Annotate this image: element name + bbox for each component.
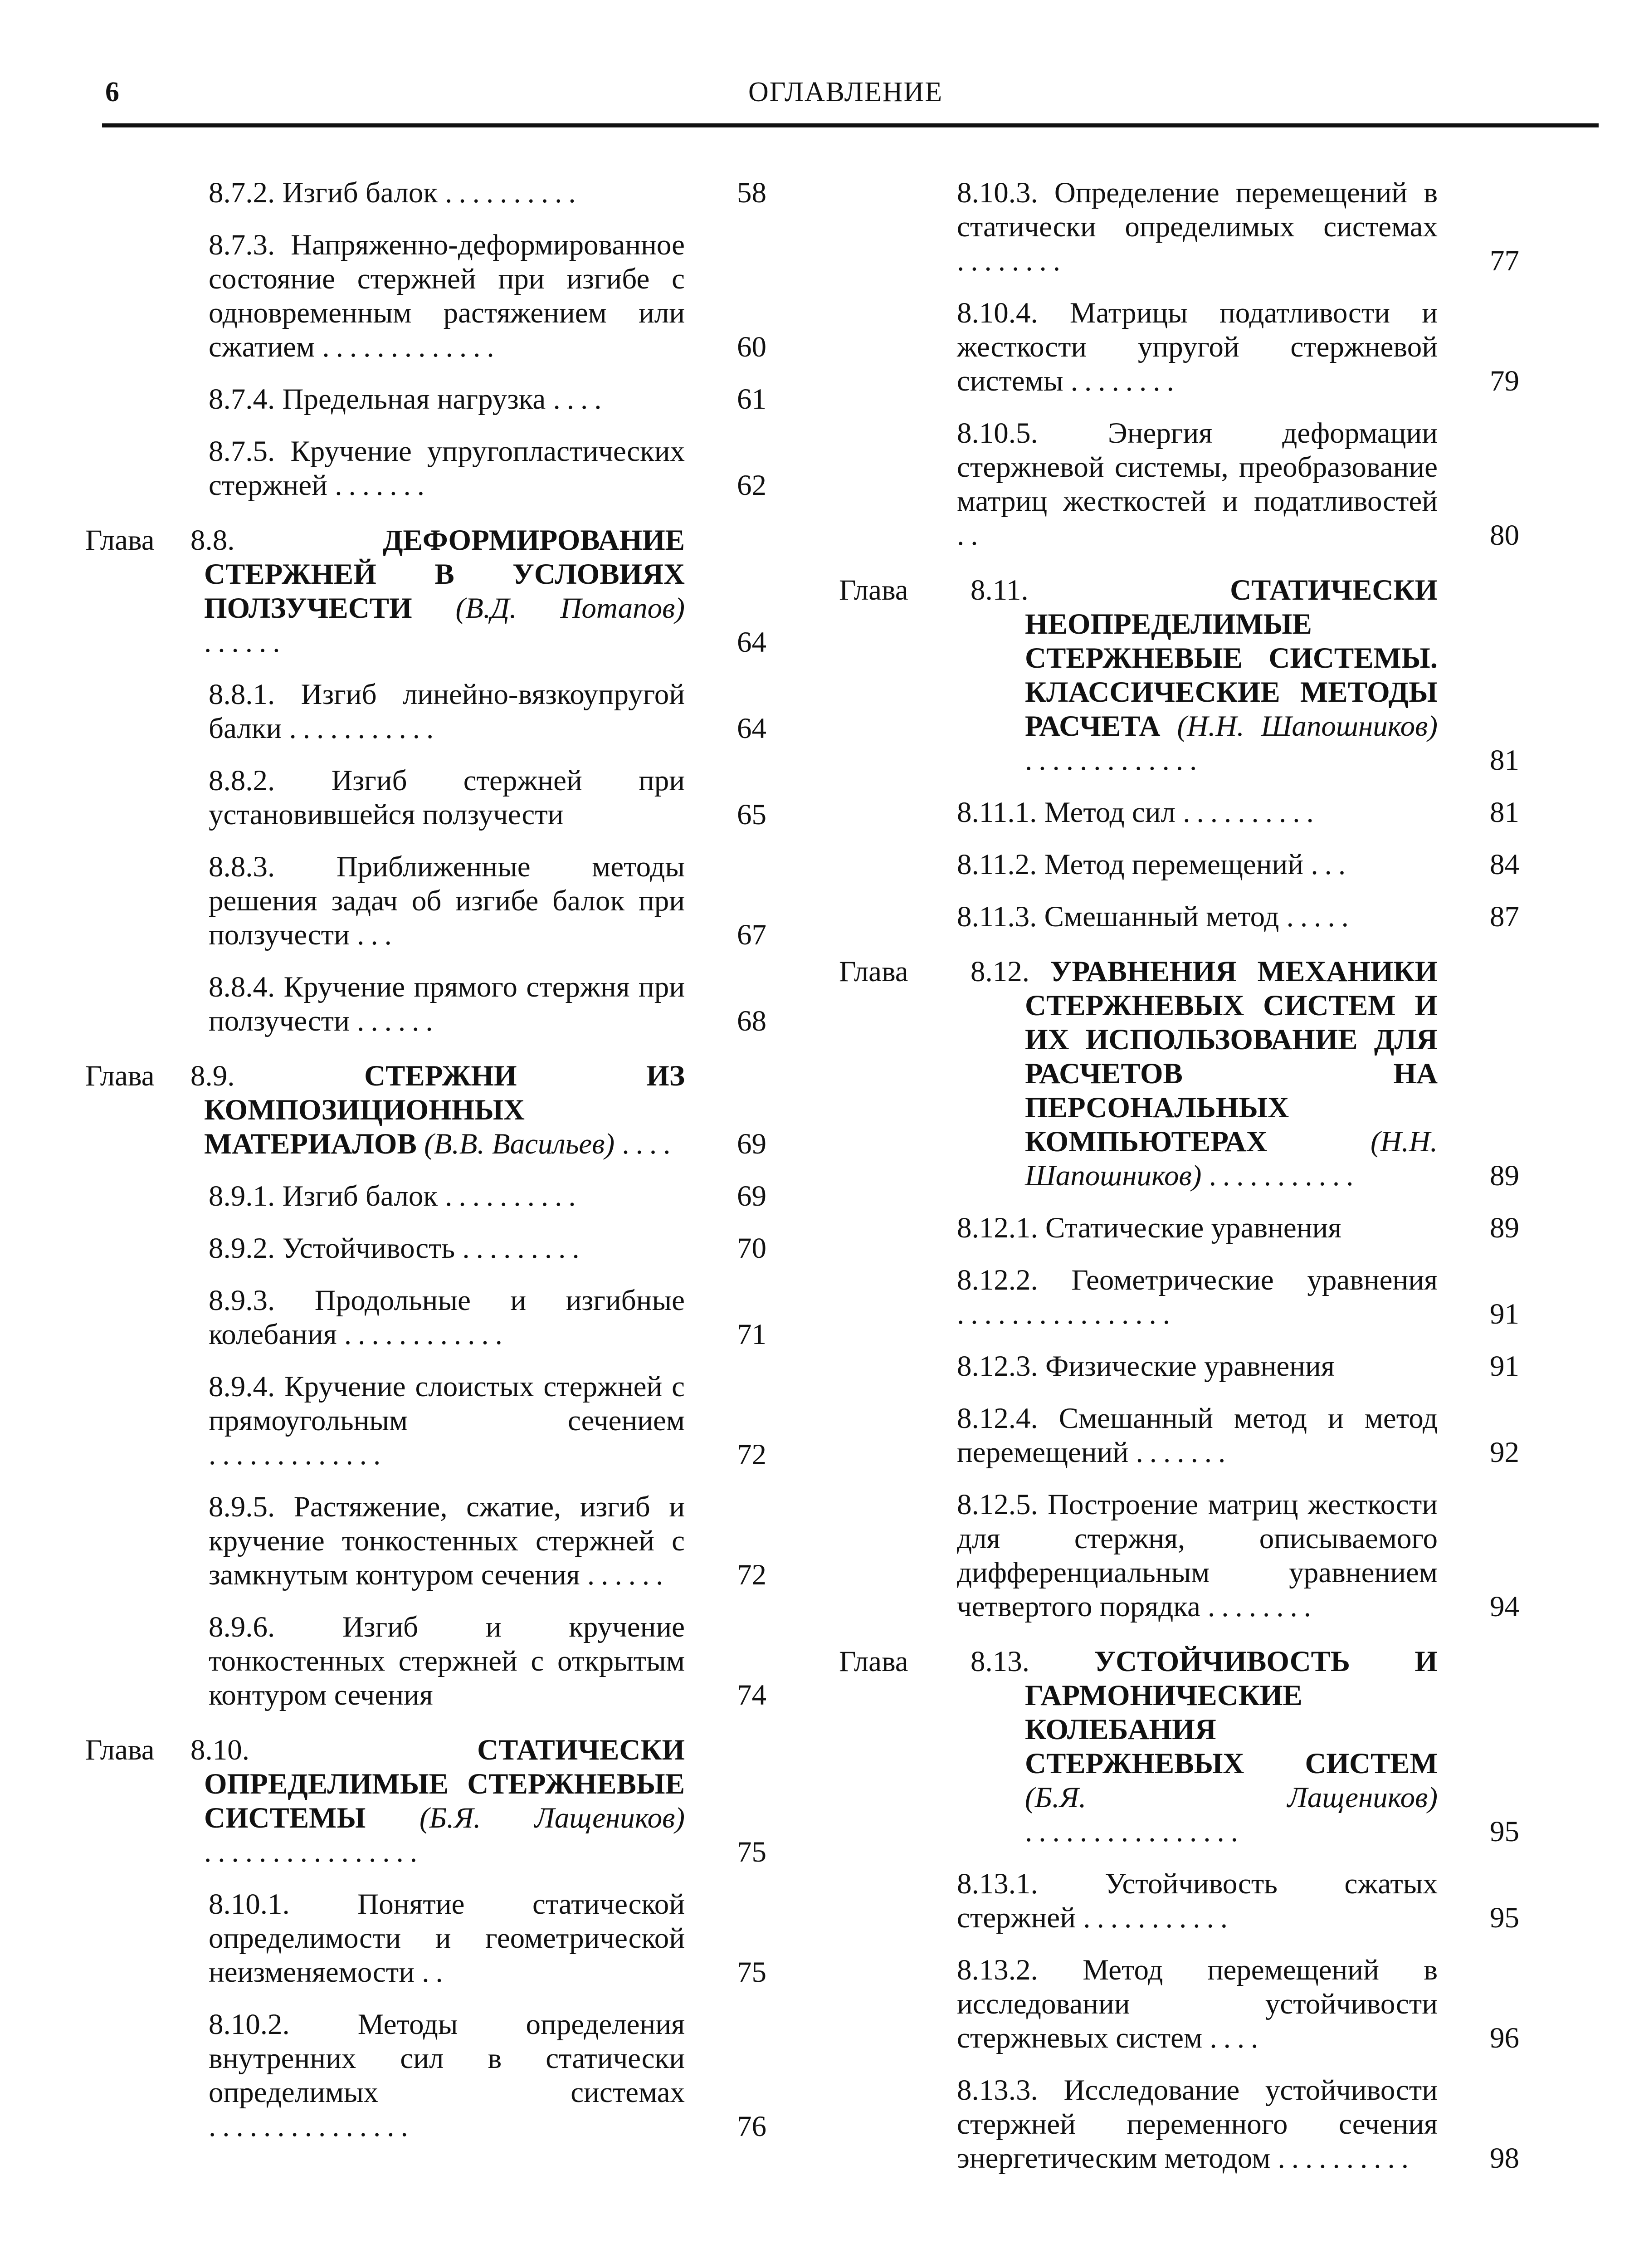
toc-right-column [839, 176, 1519, 2175]
page-ref: 65 [737, 798, 766, 831]
dot-leader: .......... [445, 1180, 582, 1212]
toc-section-entry[interactable] [844, 1211, 1519, 1245]
page-ref: 95 [1490, 1815, 1519, 1848]
dot-leader: ..... [1286, 900, 1355, 933]
dot-leader: ... [1311, 848, 1352, 881]
dot-leader: .... [1210, 2022, 1265, 2054]
dot-leader: ........... [289, 712, 440, 745]
dot-leader: .. [422, 1956, 449, 1989]
page-ref: 91 [1490, 1350, 1519, 1383]
section-title: Исследование устойчивости стержней переменного сечения энергетическим методом [957, 2074, 1438, 2175]
page-ref: 74 [737, 1679, 766, 1711]
dot-leader: .... [622, 1128, 677, 1160]
page-ref: 75 [737, 1956, 766, 1989]
section-number: 8.10. [190, 1734, 478, 1766]
section-number: 8.12.3. [957, 1350, 1045, 1383]
dot-leader: ........ [957, 244, 1067, 277]
section-number: 8.9.1. [209, 1180, 283, 1212]
dot-leader: ...... [204, 626, 287, 659]
toc-section-entry[interactable] [91, 1370, 766, 1472]
section-number: 8.8.3. [209, 850, 337, 883]
section-number: 8.8.2. [209, 764, 332, 797]
section-number: 8.9. [190, 1060, 365, 1092]
entry-text [957, 900, 1438, 934]
dot-leader: ....... [335, 469, 431, 502]
entry-text [957, 1867, 1438, 1935]
toc-section-entry[interactable] [844, 1349, 1519, 1383]
page-ref: 80 [1490, 519, 1519, 552]
toc-section-entry[interactable] [91, 228, 766, 364]
entry-text [190, 1059, 685, 1161]
section-number: 8.13.1. [957, 1867, 1105, 1900]
toc-section-entry[interactable] [844, 416, 1519, 552]
page-ref: 96 [1490, 2022, 1519, 2054]
section-number: 8.12.1. [957, 1212, 1045, 1244]
chapter-title: СТАТИЧЕСКИ НЕОПРЕДЕЛИМЫЕ СТЕРЖНЕВЫЕ СИСТЕМЫ. КЛАССИЧЕСКИЕ МЕТОДЫ РАСЧЕТА [1025, 574, 1438, 743]
section-title: Растяжение, сжатие, изгиб и кручение тонкостенных стержней с замкнутым контуром сечения [209, 1491, 685, 1591]
toc-section-entry[interactable] [844, 1488, 1519, 1624]
section-title: Изгиб линейно-вязкоупругой балки [209, 678, 685, 745]
page-ref: 68 [737, 1005, 766, 1037]
toc-chapter-entry[interactable] [85, 1059, 766, 1161]
page-ref: 81 [1490, 744, 1519, 777]
section-title: Понятие статической определимости и геометрической неизменяемости [209, 1888, 685, 1989]
entry-text [209, 1490, 685, 1592]
toc-section-entry[interactable] [844, 2073, 1519, 2175]
dot-leader: ....... [1136, 1436, 1232, 1469]
section-title: Предельная нагрузка [282, 383, 546, 415]
header-rule [102, 123, 1599, 127]
section-number: 8.13.3. [957, 2074, 1064, 2107]
dot-leader: ................ [1025, 1815, 1244, 1848]
toc-chapter-entry[interactable] [839, 1645, 1519, 1849]
entry-text [209, 1370, 685, 1472]
toc-section-entry[interactable] [91, 850, 766, 952]
toc-section-entry[interactable] [91, 1284, 766, 1352]
dot-leader: ...... [587, 1559, 670, 1591]
page-ref: 98 [1490, 2142, 1519, 2175]
section-title: Кручение упругопластических стержней [209, 435, 685, 502]
section-number: 8.10.3. [957, 176, 1054, 209]
toc-section-entry[interactable] [844, 1263, 1519, 1331]
section-number: 8.10.2. [209, 2008, 358, 2041]
toc-section-entry[interactable] [844, 176, 1519, 278]
toc-chapter-entry[interactable] [85, 523, 766, 660]
entry-text [957, 1488, 1438, 1624]
page-ref: 95 [1490, 1901, 1519, 1934]
entry-text [957, 176, 1438, 278]
dot-leader: .......... [1183, 796, 1320, 829]
section-title: Изгиб балок [282, 176, 438, 209]
dot-leader: ............ [344, 1318, 509, 1351]
page-ref: 77 [1490, 244, 1519, 277]
page-ref: 61 [737, 383, 766, 415]
section-number: 8.9.6. [209, 1611, 342, 1643]
page-ref: 89 [1490, 1159, 1519, 1192]
section-number: 8.9.3. [209, 1284, 315, 1317]
page-header [0, 0, 1634, 136]
section-number: 8.8.4. [209, 971, 284, 1003]
section-number: 8.12.4. [957, 1402, 1059, 1435]
toc-section-entry[interactable] [844, 796, 1519, 830]
entry-text [957, 1349, 1438, 1383]
section-number: 8.10.5. [957, 417, 1108, 450]
entry-text [971, 955, 1438, 1193]
toc-section-entry[interactable] [91, 2008, 766, 2144]
section-title: Статические уравнения [1045, 1212, 1342, 1244]
toc-section-entry[interactable] [91, 1887, 766, 1989]
dot-leader: ........... [1083, 1901, 1234, 1934]
page-ref: 71 [737, 1318, 766, 1351]
dot-leader: .......... [445, 176, 582, 209]
section-title: Методы определения внутренних сил в статически определимых системах [209, 2008, 685, 2109]
section-title: Кручение слоистых стержней с прямоугольным сечением [209, 1370, 685, 1437]
section-number: 8.10.1. [209, 1888, 358, 1921]
chapter-title: СТЕРЖНИ ИЗ КОМПОЗИЦИОННЫХ МАТЕРИАЛОВ [204, 1060, 685, 1160]
entry-text [209, 850, 685, 952]
chapter-label: Глава [839, 955, 908, 988]
section-title: Определение перемещений в статически определимых системах [957, 176, 1438, 243]
page-ref: 64 [737, 626, 766, 659]
chapter-author: (В.Д. Потапов) [455, 592, 685, 625]
section-title: Продольные и изгибные колебания [209, 1284, 685, 1351]
dot-leader: ........ [1070, 365, 1180, 397]
dot-leader: ... [357, 919, 398, 951]
chapter-author: (Б.Я. Лащеников) [419, 1802, 685, 1834]
page-ref: 64 [737, 712, 766, 745]
page-ref: 60 [737, 331, 766, 363]
section-number: 8.7.2. [209, 176, 283, 209]
section-title: Напряженно-деформированное состояние стержней при изгибе с одновременным растяжением или сжатием [209, 229, 685, 363]
section-number: 8.11.2. [957, 848, 1044, 881]
toc-section-entry[interactable] [91, 1610, 766, 1712]
entry-text [209, 970, 685, 1038]
entry-text [209, 1284, 685, 1352]
section-title: Смешанный метод и метод перемещений [957, 1402, 1438, 1469]
entry-text [209, 228, 685, 364]
section-title: Метод перемещений [1044, 848, 1304, 881]
entry-text [957, 1211, 1438, 1245]
toc-section-entry[interactable] [91, 1490, 766, 1592]
section-title: Устойчивость [282, 1232, 455, 1265]
entry-text [957, 2073, 1438, 2175]
chapter-title: УРАВНЕНИЯ МЕХАНИКИ СТЕРЖНЕВЫХ СИСТЕМ И ИХ ИСПОЛЬЗОВАНИЕ ДЛЯ РАСЧЕТОВ НА ПЕРСОНАЛЬНЫХ КОМПЬЮТЕРАХ [1025, 955, 1438, 1158]
dot-leader: ................ [204, 1836, 424, 1868]
page-ref: 69 [737, 1180, 766, 1212]
toc-section-entry[interactable] [844, 1953, 1519, 2055]
toc-section-entry[interactable] [91, 382, 766, 416]
section-number: 8.9.2. [209, 1232, 283, 1265]
section-title: Метод сил [1044, 796, 1176, 829]
running-title: ОГЛАВЛЕНИЕ [748, 77, 943, 108]
entry-text [209, 382, 685, 416]
entry-text [957, 296, 1438, 398]
entry-text [209, 1179, 685, 1213]
section-number: 8.8. [190, 524, 383, 557]
dot-leader: .......... [1278, 2142, 1415, 2175]
section-number: 8.10.4. [957, 297, 1070, 329]
section-title: Изгиб и кручение тонкостенных стержней с открытым контуром сечения [209, 1611, 685, 1711]
entry-text [971, 1645, 1438, 1849]
section-number: 8.11.1. [957, 796, 1044, 829]
toc-left-column [85, 176, 766, 2144]
page-ref: 67 [737, 919, 766, 951]
toc-section-entry[interactable] [844, 900, 1519, 934]
toc-section-entry[interactable] [844, 1867, 1519, 1935]
chapter-label: Глава [85, 1060, 155, 1092]
entry-text [209, 435, 685, 503]
entry-text [971, 573, 1438, 777]
chapter-label: Глава [85, 1734, 155, 1766]
page-ref: 70 [737, 1232, 766, 1265]
entry-text [209, 1610, 685, 1712]
page-ref: 89 [1490, 1212, 1519, 1244]
section-title: Физические уравнения [1045, 1350, 1335, 1383]
dot-leader: ................ [957, 1298, 1176, 1330]
toc-section-entry[interactable] [844, 1402, 1519, 1470]
toc-section-entry[interactable] [91, 1232, 766, 1266]
section-number: 8.13.2. [957, 1954, 1083, 1986]
section-number: 8.11. [971, 574, 1230, 606]
entry-text [190, 1733, 685, 1869]
toc-chapter-entry[interactable] [839, 955, 1519, 1193]
chapter-label: Глава [839, 1645, 908, 1678]
section-title: Изгиб стержней при установившейся ползучести [209, 764, 685, 831]
toc-section-entry[interactable] [844, 296, 1519, 398]
section-number: 8.7.4. [209, 383, 283, 415]
page-ref: 81 [1490, 796, 1519, 829]
toc-section-entry[interactable] [844, 848, 1519, 882]
page-ref: 92 [1490, 1436, 1519, 1469]
chapter-author: (В.В. Васильев) [424, 1128, 615, 1160]
dot-leader: .. [957, 519, 985, 552]
entry-text [209, 176, 685, 210]
dot-leader: ............. [1025, 744, 1204, 777]
entry-text [209, 1232, 685, 1266]
page-ref: 76 [737, 2110, 766, 2143]
entry-text [957, 848, 1438, 882]
page-ref: 84 [1490, 848, 1519, 881]
entry-text [957, 1953, 1438, 2055]
page-ref: 72 [737, 1559, 766, 1591]
section-title: Матрицы податливости и жесткости упругой стержневой системы [957, 297, 1438, 397]
chapter-author: (Б.Я. Лащеников) [1025, 1781, 1438, 1814]
section-title: Построение матриц жесткости для стержня, описываемого дифференциальным уравнением четвертого порядка [957, 1488, 1438, 1623]
page-ref: 79 [1490, 365, 1519, 397]
dot-leader: ........ [1208, 1590, 1318, 1623]
page-ref: 72 [737, 1438, 766, 1471]
section-title: Приближенные методы решения задач об изгибе балок при ползучести [209, 850, 685, 951]
entry-text [957, 796, 1438, 830]
entry-text [190, 523, 685, 660]
entry-text [957, 1402, 1438, 1470]
toc-section-entry[interactable] [91, 176, 766, 210]
toc-section-entry[interactable] [91, 970, 766, 1038]
section-number: 8.9.4. [209, 1370, 285, 1403]
section-number: 8.13. [971, 1645, 1094, 1678]
chapter-label: Глава [839, 574, 908, 606]
dot-leader: ........... [1209, 1159, 1360, 1192]
section-number: 8.11.3. [957, 900, 1044, 933]
section-number: 8.12. [971, 955, 1050, 988]
section-title: Изгиб балок [282, 1180, 438, 1212]
section-title: Метод перемещений в исследовании устойчивости стержневых систем [957, 1954, 1438, 2054]
page-ref: 91 [1490, 1298, 1519, 1330]
section-number: 8.8.1. [209, 678, 301, 711]
entry-text [957, 416, 1438, 552]
section-number: 8.7.5. [209, 435, 291, 468]
dot-leader: .... [553, 383, 608, 415]
toc-section-entry[interactable] [91, 435, 766, 503]
toc-chapter-entry[interactable] [839, 573, 1519, 777]
chapter-title: УСТОЙЧИВОСТЬ И ГАРМОНИЧЕСКИЕ КОЛЕБАНИЯ СТЕРЖНЕВЫХ СИСТЕМ [1025, 1645, 1438, 1780]
page-ref: 75 [737, 1836, 766, 1868]
page-number: 6 [105, 77, 119, 108]
chapter-label: Глава [85, 524, 155, 557]
toc-section-entry[interactable] [91, 1179, 766, 1213]
section-number: 8.7.3. [209, 229, 291, 261]
dot-leader: ......... [462, 1232, 586, 1265]
section-number: 8.12.2. [957, 1264, 1072, 1296]
entry-text [209, 678, 685, 746]
toc-section-entry[interactable] [91, 678, 766, 746]
chapter-title: ДЕФОРМИРОВАНИЕ СТЕРЖНЕЙ В УСЛОВИЯХ ПОЛЗУЧЕСТИ [204, 524, 685, 625]
chapter-author: (Н.Н. Шапошников) [1177, 710, 1438, 743]
toc-section-entry[interactable] [91, 764, 766, 832]
entry-text [209, 1887, 685, 1989]
entry-text [209, 2008, 685, 2144]
toc-chapter-entry[interactable] [85, 1733, 766, 1869]
chapter-author: (Н.Н. Шапошников) [1025, 1125, 1438, 1192]
section-number: 8.12.5. [957, 1488, 1048, 1521]
section-title: Кручение прямого стержня при ползучести [209, 971, 685, 1037]
page-ref: 94 [1490, 1590, 1519, 1623]
page-ref: 62 [737, 469, 766, 502]
page-ref: 87 [1490, 900, 1519, 933]
page-ref: 69 [737, 1128, 766, 1160]
section-number: 8.9.5. [209, 1491, 294, 1523]
section-title: Смешанный метод [1044, 900, 1279, 933]
dot-leader: ............. [322, 331, 501, 363]
section-title: Энергия деформации стержневой системы, преобразование матриц жесткостей и податливостей [957, 417, 1438, 518]
dot-leader: ............... [209, 2110, 415, 2143]
section-title: Геометрические уравнения [1071, 1264, 1438, 1296]
page-ref: 58 [737, 176, 766, 209]
dot-leader: ...... [357, 1005, 439, 1037]
section-title: Устойчивость сжатых стержней [957, 1867, 1438, 1934]
entry-text [957, 1263, 1438, 1331]
entry-text [209, 764, 685, 832]
chapter-title: СТАТИЧЕСКИ ОПРЕДЕЛИМЫЕ СТЕРЖНЕВЫЕ СИСТЕМЫ [204, 1734, 685, 1834]
dot-leader: ............. [209, 1438, 387, 1471]
